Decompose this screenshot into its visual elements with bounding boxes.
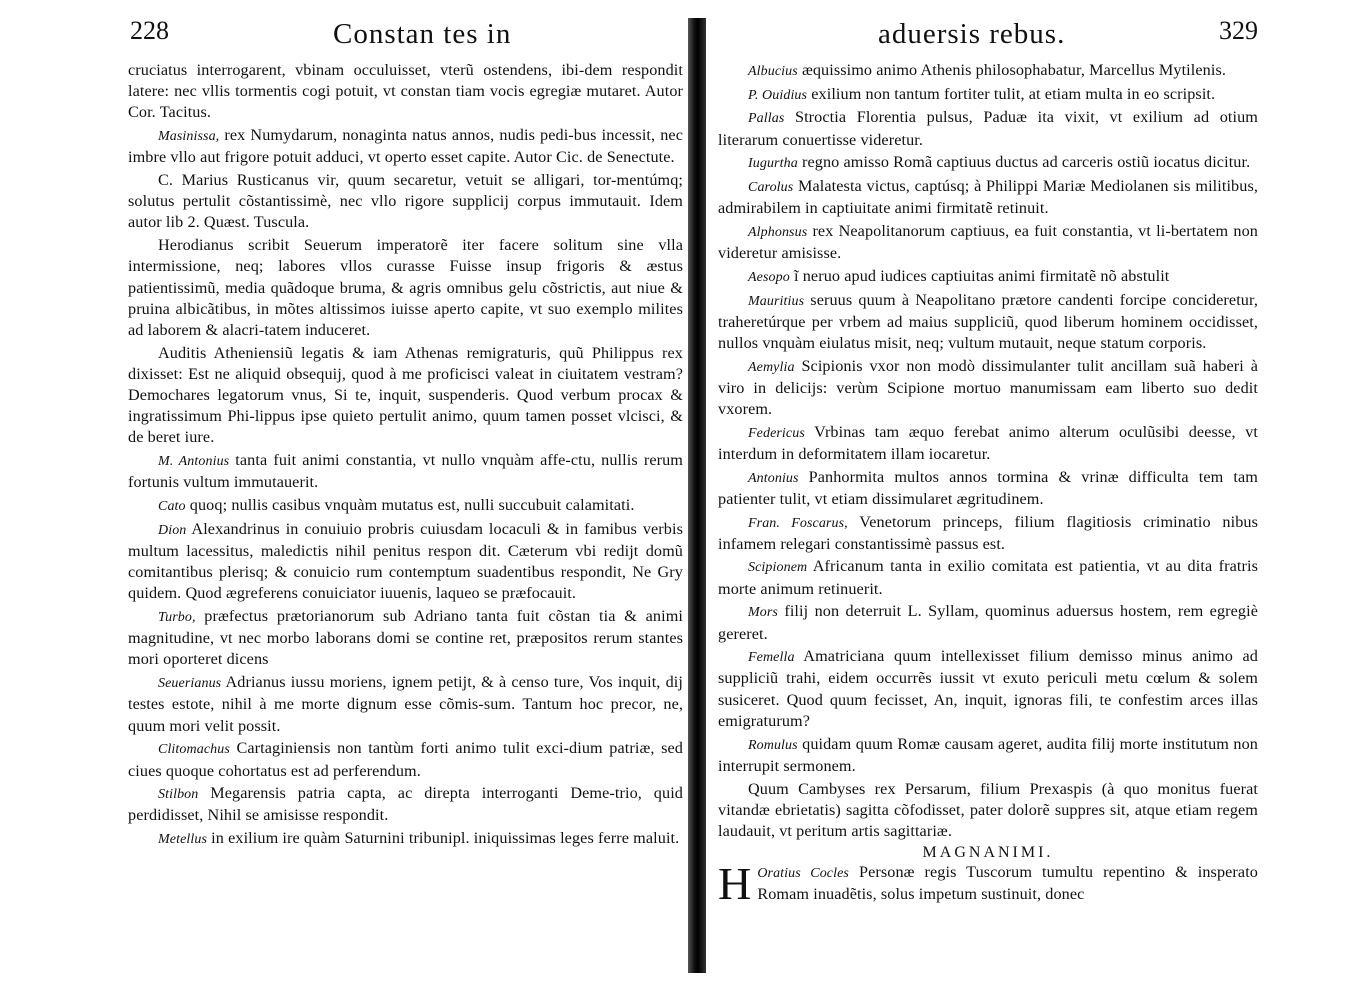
entry-paragraph (718, 152, 1258, 174)
entry-text: quidam quum Romæ causam ageret, audita filij morte institutum non interrupit sermonem. (718, 734, 1258, 775)
entry-paragraph (128, 60, 683, 124)
entry-paragraph (128, 828, 683, 850)
entry-text: Personæ regis Tuscorum tumultu repentino & insperato Romam inuadẽtis, solus impetum sustinuit, donec (757, 863, 1258, 904)
entry-name: Scipionem (748, 560, 808, 576)
entry-text: Megarensis patria capta, ac direpta interroganti Deme-trio, quid perdidisset, Nihil se amisisse respondit. (128, 784, 683, 825)
entry-paragraph (128, 738, 683, 781)
entry-text: cruciatus interrogarent, vbinam occuluisset, vterũ ostendens, ibi-dem respondit latere: nec vllis tormentis cogi potuit, vt constan tiam vocis egregiæ mutaret. Autor Cor. Tacitus. (128, 61, 683, 122)
dropcap-letter: H (718, 858, 752, 910)
entry-name: Mauritius (748, 293, 805, 309)
entry-paragraph (128, 170, 683, 234)
entry-text: Scipionis vxor non modò dissimulanter tulit ancillam suã haberi à viro in delicijs: verùm Scipione mortuo manumissam eam liberto suo dedit vxorem. (718, 356, 1258, 419)
entry-text: Vrbinas tam æquo ferebat animo alterum oculũsibi deesse, vt interdum in deformitatem illam iocaretur. (718, 422, 1259, 463)
right-running-head (718, 14, 1258, 60)
entry-name: Stilbon (158, 787, 199, 803)
entry-paragraph (128, 672, 683, 737)
entry-text: præfectus prætorianorum sub Adriano tanta fuit cõstan tia & animi magnitudine, vt nec morbo laborans domi se contine ret, præpositos rerum stantes mori oporteret dicens (128, 607, 683, 669)
right-running-title: aduersis rebus. (878, 18, 1066, 50)
entry-text: quoq; nullis casibus vnquàm mutatus est, nulli succubuit calamitati. (189, 496, 635, 515)
entry-paragraph (128, 343, 683, 449)
entry-text: regno amisso Romã captiuus ductus ad carceris ostiũ iocatus dicitur. (801, 153, 1251, 172)
entry-text: Africanum tanta in exilio comitata est patientia, vt au dita fratris morte animum retinuerit. (718, 557, 1258, 598)
left-running-head (128, 14, 683, 60)
entry-name: Masinissa, (158, 129, 220, 145)
entry-name: Romulus (748, 737, 798, 753)
entry-paragraph (718, 356, 1258, 421)
entry-paragraph (718, 221, 1258, 264)
section-heading: MAGNANIMI. (922, 844, 1054, 862)
entry-paragraph (128, 519, 683, 605)
entry-text: ĩ neruo apud iudices captiuitas animi firmitatẽ nõ abstulit (793, 266, 1170, 285)
entry-paragraph (718, 266, 1258, 288)
entry-text: Quum Cambyses rex Persarum, filium Prexaspis (à quo monitus fuerat vitandæ ebrietatis) sagitta cõfodisset, pater dolorẽ suppres sit, atque etiam regem laudauit, vt peritum artis sagittariæ. (718, 779, 1258, 840)
right-text-column (718, 60, 1258, 842)
left-page (128, 14, 683, 850)
entry-name: Antonius (748, 470, 799, 486)
entry-name: Dion (158, 522, 187, 538)
entry-name: P. Ouidius (748, 87, 808, 103)
entry-text: Adrianus iussu moriens, ignem petijt, & à censo ture, Vos inquit, dij testes estote, nihil à me morte dignum esse cõmis-sum. Tantum hoc precor, ne, quum mori velit possit. (128, 673, 683, 735)
entry-name: Alphonsus (748, 224, 808, 240)
entry-name: Aemylia (748, 359, 795, 375)
entry-text: C. Marius Rusticanus vir, quum secaretur, vetuit se alligari, tor-mentúmq; solutus pertulit cõstantissimè, nec vllo rigore supplicij corpus immutauit. Idem autor lib 2. Quæst. Tuscula. (128, 171, 683, 232)
entry-name: Iugurtha (748, 156, 798, 172)
right-page-number: 329 (1219, 16, 1258, 45)
entry-paragraph (718, 734, 1258, 777)
entry-text: Malatesta victus, captúsq; à Philippi Mariæ Mediolanen sis militibus, admirabilem in captiuitate animi firmitatẽ retinuit. (718, 177, 1258, 218)
entry-text: Stroctia Florentia pulsus, Paduæ ita vixit, vt exilium ad otium literarum conuertisse videretur. (718, 108, 1258, 149)
entry-paragraph (128, 125, 683, 168)
entry-text: Amatriciana quum intellexisset filium demisso minus animo ad suppliciũ trahi, eidem occurrẽs iussit vt exuto periculi metu cœlum & solem susiceret. Quod quum fecisset, An, inquit, ignoras fili, te confestim arces illas emigraturum? (718, 647, 1258, 730)
entry-paragraph (128, 783, 683, 826)
left-text-column (128, 60, 683, 850)
entry-name: Fran. Foscarus, (748, 515, 848, 531)
entry-name: Seuerianus (158, 676, 222, 692)
book-gutter (688, 18, 706, 973)
entry-paragraph (718, 60, 1258, 82)
entry-name: Federicus (748, 425, 805, 441)
entry-text: seruus quum à Neapolitano prætore candenti forcipe concideretur, traheretúrque per vrbem ad maius suppliciũ, quod liberum hominem occidisset, nullos vnquàm eiulatus misit, neq; vultum mutauit, neque statum corporis. (718, 290, 1258, 352)
entry-text: Herodianus scribit Seuerum imperatorẽ iter facere solitum sine vlla intermissione, neq; labores vllos curasse Fuisse insup frigoris & æstus patientissimũ, media quãdoque bruma, & agris omnibus gelu cõstrictis, aut niue & pruina albicãtibus, in mõtes altissimos iuisse aperto capite, vt suo exemplo milites ad laborem & alacri-tatem induceret. (128, 236, 683, 339)
entry-paragraph (718, 646, 1258, 732)
entry-name: M. Antonius (158, 454, 230, 470)
entry-text: exilium non tantum fortiter tulit, at etiam multa in eo scripsit. (811, 84, 1216, 103)
entry-text: filij non deterruit L. Syllam, quominus aduersus hostem, rem egregiè gereret. (718, 602, 1258, 643)
entry-paragraph (718, 601, 1258, 644)
left-running-title: Constan tes in (333, 18, 512, 50)
left-page-number: 228 (130, 16, 169, 45)
entry-name: Oratius Cocles (757, 866, 849, 882)
entry-name: Cato (158, 499, 186, 515)
entry-text: Auditis Atheniensiũ legatis & iam Athenas remigraturis, quũ Philippus rex dixisset: Est ne aliquid obsequij, quod à me proficisci valeat in ciuitatem vestram? Demochares legatorum vnus, Si te, inquit, suspenderis. Quod verbum procax & ingratissimum Phi-lippus ipse quieto pertulit animo, quum tamen posset vlcisci, & de beret iure. (128, 343, 683, 447)
right-page (718, 14, 1259, 910)
entry-name: Femella (748, 650, 795, 666)
dropcap-paragraph (718, 858, 1258, 910)
entry-text: Cartaginiensis non tantùm forti animo tulit exci-dium patriæ, sed ciues quoque cohortatus est ad perferendum. (128, 739, 683, 780)
entry-text: æquissimo animo Athenis philosophabatur, Marcellus Mytilenis. (801, 61, 1227, 79)
entry-name: Carolus (748, 180, 794, 196)
entry-name: Pallas (748, 111, 785, 127)
entry-text: rex Numydarum, nonaginta natus annos, nudis pedi-bus incessit, nec imbre vllo aut frigore potuit adduci, vt operto esset capite. Autor Cic. de Senectute. (128, 126, 683, 167)
entry-paragraph (128, 606, 683, 671)
entry-text: in exilium ire quàm Saturnini tribunipl. iniquissimas leges ferre maluit. (211, 829, 680, 848)
entry-paragraph (128, 235, 683, 341)
entry-name: Turbo, (158, 610, 196, 626)
entry-text: Panhormita multos annos tormina & vrinæ difficulta tem tam patienter tulit, vt etiam dissimularet ægritudinem. (718, 467, 1258, 508)
entry-name: Aesopo (748, 269, 790, 285)
entry-paragraph (718, 779, 1258, 843)
entry-text: tanta fuit animi constantia, vt nullo vnquàm affe-ctu, nullis rerum fortunis vultum immutauerit. (128, 451, 683, 492)
entry-text: Venetorum princeps, filium flagitiosis criminatio nibus infamem relegari constantissimè passus est. (718, 512, 1258, 553)
entry-name: Metellus (158, 832, 208, 848)
entry-paragraph (718, 556, 1258, 599)
entry-name: Albucius (748, 64, 798, 79)
entry-paragraph (718, 467, 1258, 510)
entry-name: Clitomachus (158, 742, 230, 758)
entry-text: rex Neapolitanorum captiuus, ea fuit constantia, vt li-bertatem non videretur amisisse. (718, 221, 1259, 263)
entry-paragraph (718, 107, 1258, 150)
entry-paragraph (718, 512, 1258, 555)
entry-text: Alexandrinus in conuiuio probris cuiusdam locaculi & in famibus verbis multum lacessitus, maledictis nihil penitus respon dit. Cæterum vbi redijt domũ comitantibus plerisq; & conuicio rum contemptum suadentibus respondit, Ne Gry quidem. Quod ægreferens conuiciator iuuenis, laqueo se præfocauit. (128, 519, 683, 603)
entry-paragraph (718, 422, 1258, 465)
entry-paragraph (128, 495, 683, 517)
entry-name: Mors (748, 605, 778, 621)
entry-paragraph (718, 176, 1258, 219)
entry-paragraph (718, 84, 1258, 106)
entry-paragraph (128, 450, 683, 493)
entry-paragraph (718, 290, 1258, 355)
